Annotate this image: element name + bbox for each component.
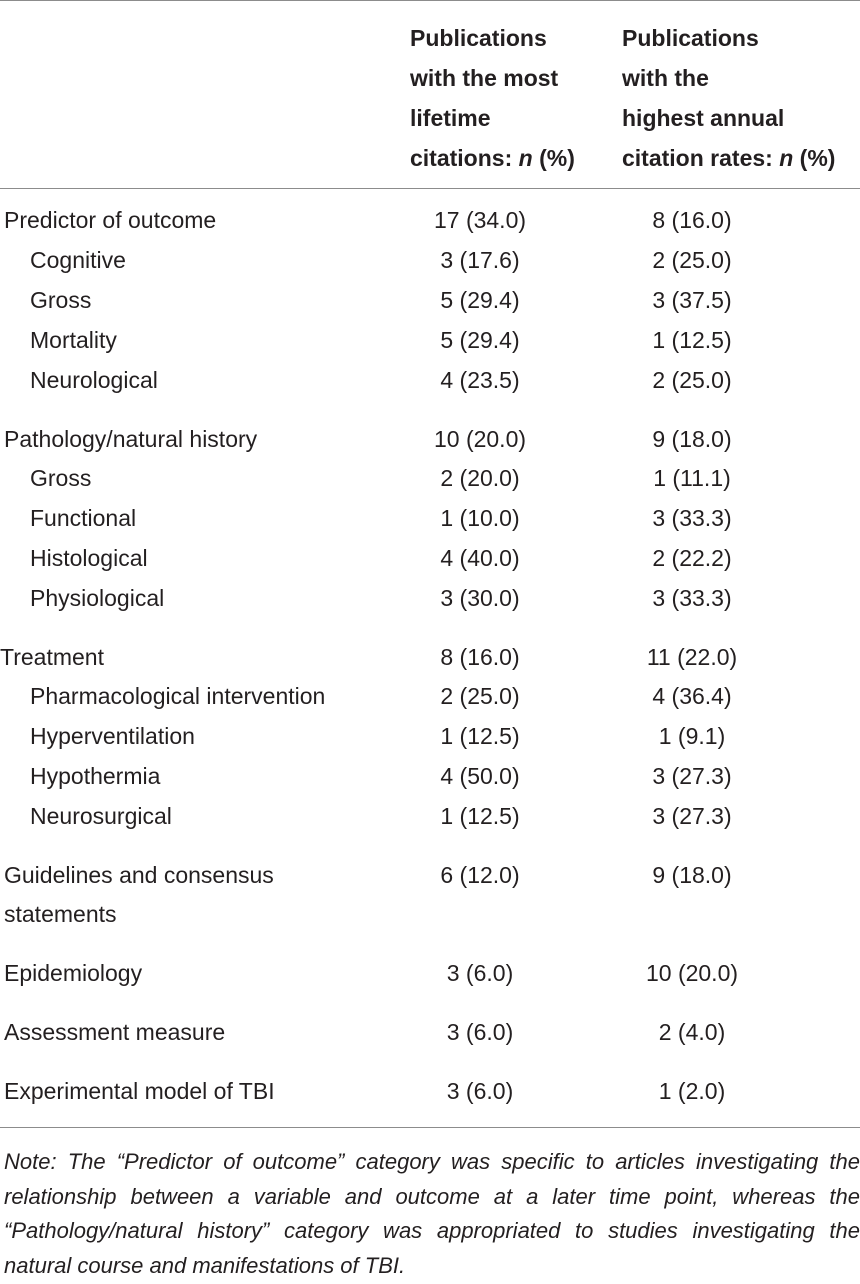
lifetime-value: 10 (20.0): [433, 426, 527, 452]
annual-value: 1 (12.5): [652, 327, 732, 353]
lifetime-value: 8 (16.0): [440, 644, 520, 670]
lifetime-value: 5 (29.4): [440, 327, 520, 353]
annual-value: 3 (37.5): [652, 287, 732, 313]
lifetime-value: 5 (29.4): [440, 287, 520, 313]
annual-value: 2 (4.0): [658, 1019, 726, 1045]
category-label: Treatment: [0, 644, 104, 670]
annual-value: 2 (25.0): [652, 247, 732, 273]
annual-value: 1 (9.1): [658, 723, 726, 749]
header-lifetime-citations: [410, 18, 575, 178]
header-rule: [0, 188, 860, 189]
subcategory-label: Hyperventilation: [30, 723, 195, 749]
header-line: citations: n (%): [410, 145, 575, 171]
lifetime-value: 2 (25.0): [440, 683, 520, 709]
header-annual-citation-rates: [622, 18, 835, 178]
category-label: Experimental model of TBI: [4, 1078, 275, 1104]
annual-value: 10 (20.0): [645, 960, 739, 986]
annual-value: 2 (25.0): [652, 367, 732, 393]
lifetime-value: 1 (10.0): [440, 505, 520, 531]
header-line: citation rates: n (%): [622, 145, 836, 171]
subcategory-label: Physiological: [30, 585, 165, 611]
category-label: Epidemiology: [4, 960, 143, 986]
subcategory-label: Neurological: [30, 367, 158, 393]
header-line: with the most: [410, 65, 559, 91]
lifetime-value: 3 (6.0): [446, 960, 514, 986]
subcategory-label: Gross: [30, 465, 92, 491]
header-line: highest annual: [622, 105, 785, 131]
lifetime-value: 4 (50.0): [440, 763, 520, 789]
n-symbol: n: [779, 145, 794, 171]
annual-value: 2 (22.2): [652, 545, 732, 571]
annual-value: 3 (27.3): [652, 763, 732, 789]
lifetime-value: 3 (6.0): [446, 1019, 514, 1045]
subcategory-label: Hypothermia: [30, 763, 161, 789]
annual-value: 3 (27.3): [652, 803, 732, 829]
annual-value: 3 (33.3): [652, 585, 732, 611]
category-label: Assessment measure: [4, 1019, 226, 1045]
header-line: Publications: [410, 25, 547, 51]
annual-value: 8 (16.0): [652, 207, 732, 233]
annual-value: 1 (11.1): [653, 465, 731, 491]
header-line: with the: [622, 65, 709, 91]
subcategory-label: Gross: [30, 287, 92, 313]
subcategory-label: Pharmacological intervention: [30, 683, 326, 709]
lifetime-value: 3 (6.0): [446, 1078, 514, 1104]
category-label-continued: statements: [4, 901, 117, 927]
lifetime-value: 1 (12.5): [440, 723, 520, 749]
table-note: Note: The “Predictor of outcome” category was specific to articles investigating the relationship between a variable and outcome at a later time point, whereas the “Pathology/natural history” category was appropriated to studies investigating the natural course and manifestations of TBI.: [4, 1149, 860, 1278]
header-line: Publications: [622, 25, 759, 51]
lifetime-value: 3 (17.6): [440, 247, 520, 273]
lifetime-value: 6 (12.0): [440, 862, 520, 888]
lifetime-value: 17 (34.0): [433, 207, 527, 233]
lifetime-value: 4 (40.0): [440, 545, 520, 571]
lifetime-value: 3 (30.0): [440, 585, 520, 611]
lifetime-value: 1 (12.5): [440, 803, 520, 829]
category-label: Predictor of outcome: [4, 207, 217, 233]
table-bottom-rule: [0, 1127, 860, 1128]
subcategory-label: Neurosurgical: [30, 803, 172, 829]
category-label: Pathology/natural history: [4, 426, 258, 452]
table-top-rule: [0, 0, 860, 1]
annual-value: 9 (18.0): [652, 862, 732, 888]
subcategory-label: Mortality: [30, 327, 117, 353]
lifetime-value: 2 (20.0): [440, 465, 520, 491]
annual-value: 3 (33.3): [652, 505, 732, 531]
annual-value: 4 (36.4): [652, 683, 732, 709]
subcategory-label: Functional: [30, 505, 137, 531]
annual-value: 11 (22.0): [646, 644, 738, 670]
category-label: Guidelines and consensus: [4, 862, 274, 888]
annual-value: 1 (2.0): [658, 1078, 726, 1104]
subcategory-label: Cognitive: [30, 247, 126, 273]
lifetime-value: 4 (23.5): [440, 367, 520, 393]
annual-value: 9 (18.0): [652, 426, 732, 452]
header-line: lifetime: [410, 105, 491, 131]
n-symbol: n: [518, 145, 533, 171]
subcategory-label: Histological: [30, 545, 148, 571]
